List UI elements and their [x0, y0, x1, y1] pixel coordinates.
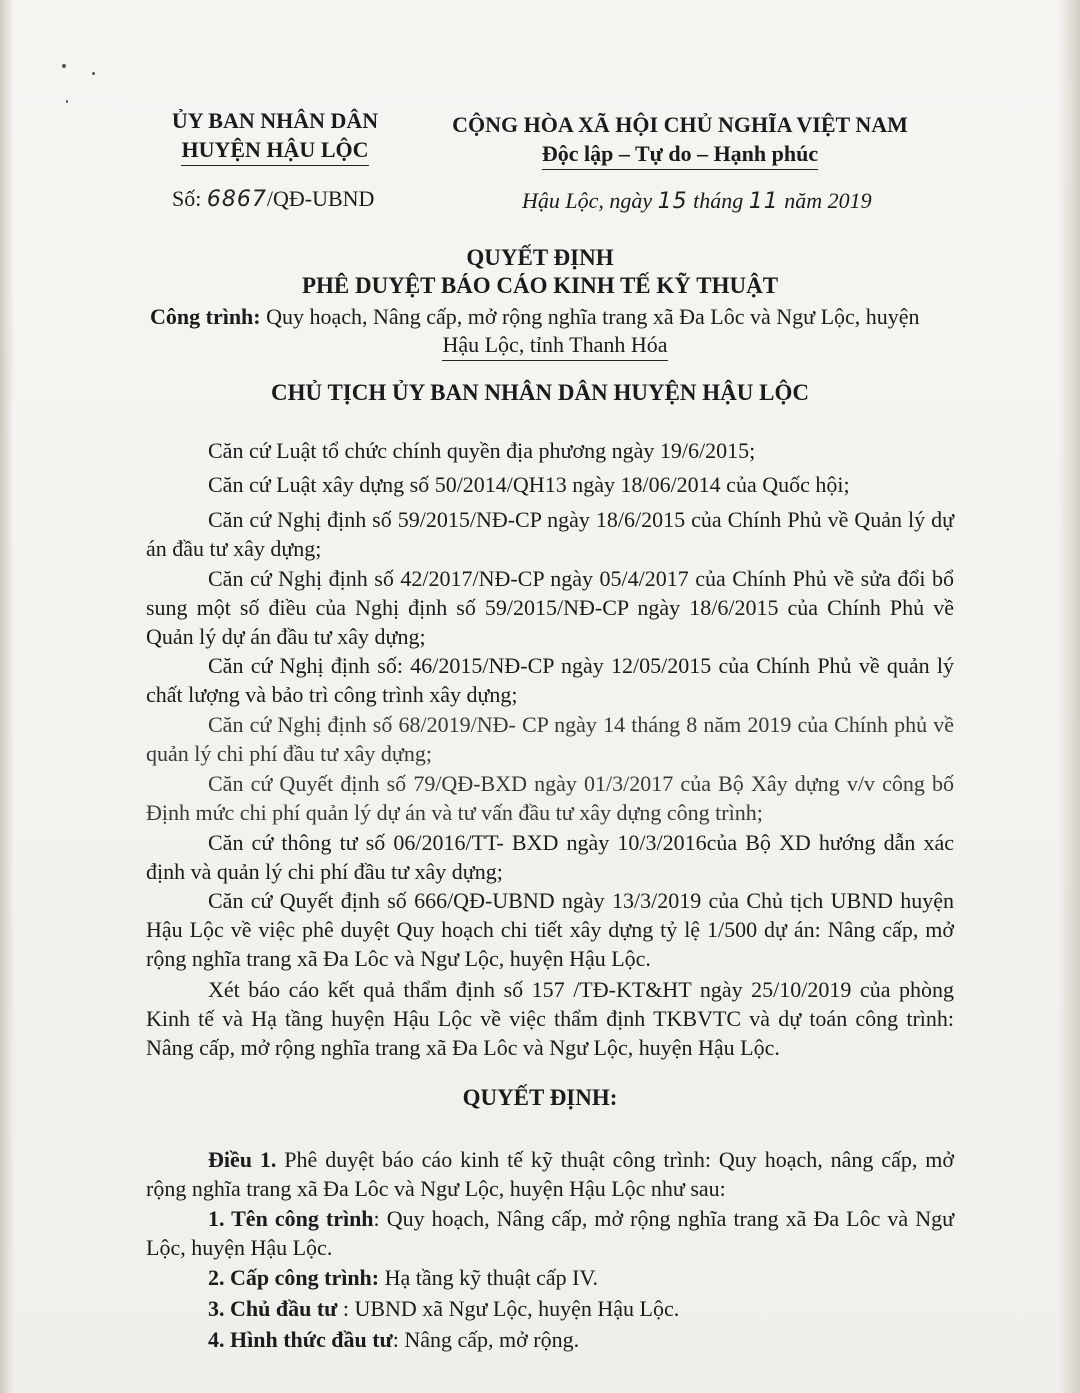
project-label: Công trình: — [150, 304, 261, 329]
ground-5: Căn cứ Nghị định số: 46/2015/NĐ-CP ngày 12/05/2015 của Chính Phủ về quản lý chất lượng và bảo trì công trình xây dựng; — [146, 653, 954, 707]
number-prefix: Số: — [172, 186, 207, 211]
ground-4: Căn cứ Nghị định số 42/2017/NĐ-CP ngày 05/4/2017 của Chính Phủ về sửa đổi bổ sung một số điều của Nghị định số 59/2015/NĐ-CP ngày 18/6/2015 của Chính Phủ về Quản lý dự án đầu tư xây dựng; — [146, 566, 954, 649]
document-date — [522, 188, 872, 214]
article-1-text: Phê duyệt báo cáo kinh tế kỹ thuật công trình: Quy hoạch, nâng cấp, mở rộng nghĩa trang xã Đa Lôc và Ngư Lộc, huyện Hậu Lộc như sau: — [146, 1147, 954, 1201]
ground-10: Xét báo cáo kết quả thẩm định số 157 /TĐ-KT&HT ngày 25/10/2019 của phòng Kinh tế và Hạ tầng huyện Hậu Lộc về việc thẩm định TKBVTC và dự toán công trình: Nâng cấp, mở rộng nghĩa trang xã Đa Lôc và Ngư Lộc, huyện Hậu Lộc. — [146, 977, 954, 1060]
item-3-label: 3. Chủ đầu tư — [208, 1296, 338, 1321]
item-3 — [146, 1294, 954, 1323]
item-3-text: : UBND xã Ngư Lộc, huyện Hậu Lộc. — [337, 1296, 680, 1321]
national-motto — [430, 110, 930, 170]
document-type: QUYẾT ĐỊNH — [466, 245, 614, 270]
number-suffix: /QĐ-UBND — [266, 186, 375, 211]
ground-7: Căn cứ Quyết định số 79/QĐ-BXD ngày 01/3/2017 của Bộ Xây dựng v/v công bố Định mức chi phí quản lý dự án và tư vấn đầu tư xây dựng công trình; — [146, 771, 954, 825]
item-4-text: : Nâng cấp, mở rộng. — [392, 1327, 580, 1352]
article-1-label: Điều 1. — [208, 1147, 277, 1172]
document-number — [172, 186, 374, 212]
ground-6: Căn cứ Nghị định số 68/2019/NĐ- CP ngày 14 tháng 8 năm 2019 của Chính phủ về quản lý chi phí đầu tư xây dựng; — [146, 712, 954, 766]
scan-speck — [66, 100, 68, 103]
ground-3: Căn cứ Nghị định số 59/2015/NĐ-CP ngày 18/6/2015 của Chính Phủ về Quản lý dự án đầu tư xây dựng; — [146, 507, 954, 561]
item-2-text: Hạ tầng kỹ thuật cấp IV. — [379, 1265, 599, 1290]
scan-edge-right — [1058, 0, 1080, 1393]
project-description — [150, 303, 960, 361]
ground-8: Căn cứ thông tư số 06/2016/TT- BXD ngày 10/3/2016của Bộ XD hướng dẫn xác định và quản lý chi phí đầu tư xây dựng; — [146, 830, 954, 884]
ground-2: Căn cứ Luật xây dựng số 50/2014/QH13 ngày 18/06/2014 của Quốc hội; — [208, 472, 850, 497]
date-month-label: tháng — [687, 188, 749, 213]
issuing-authority — [140, 106, 410, 166]
item-1-label: 1. Tên công trình — [208, 1206, 374, 1231]
scan-speck — [62, 64, 66, 68]
date-year: năm 2019 — [778, 188, 872, 213]
scan-edge-left — [0, 0, 14, 1393]
document-subject: PHÊ DUYỆT BÁO CÁO KINH TẾ KỸ THUẬT — [301, 273, 779, 298]
handwritten-month: 11 — [748, 189, 779, 214]
item-1 — [146, 1204, 954, 1262]
ground-9: Căn cứ Quyết định số 666/QĐ-UBND ngày 13/3/2019 của Chủ tịch UBND huyện Hậu Lộc về việc phê duyệt Quy hoạch chi tiết xây dựng tỷ lệ 1/500 dự án: Nâng cấp, mở rộng nghĩa trang xã Đa Lôc và Ngư Lộc, huyện Hậu Lộc. — [146, 888, 954, 971]
handwritten-day: 15 — [657, 189, 688, 214]
ground-1: Căn cứ Luật tổ chức chính quyền địa phương ngày 19/6/2015; — [208, 438, 756, 463]
item-4 — [146, 1325, 954, 1354]
date-place: Hậu Lộc, ngày — [522, 188, 658, 213]
item-4-label: 4. Hình thức đầu tư — [208, 1327, 393, 1352]
motto-line-2: Độc lập – Tự do – Hạnh phúc — [542, 139, 818, 170]
decision-heading: QUYẾT ĐỊNH: — [462, 1085, 618, 1110]
article-1 — [146, 1145, 954, 1203]
project-line-2: Hậu Lộc, tỉnh Thanh Hóa — [442, 331, 667, 361]
item-2 — [146, 1263, 954, 1292]
scan-speck — [92, 72, 95, 75]
motto-line-1: CỘNG HÒA XÃ HỘI CHỦ NGHĨA VIỆT NAM — [452, 112, 908, 137]
authority-heading: CHỦ TỊCH ỦY BAN NHÂN DÂN HUYỆN HẬU LỘC — [271, 380, 809, 405]
project-line-1: Quy hoạch, Nâng cấp, mở rộng nghĩa trang xã Đa Lôc và Ngư Lộc, huyện — [260, 304, 920, 329]
item-2-label: 2. Cấp công trình: — [208, 1265, 380, 1290]
authority-line-2: HUYỆN HẬU LỘC — [181, 135, 368, 166]
item-1-text: : Quy hoạch, Nâng cấp, mở rộng nghĩa trang xã Đa Lôc và Ngư Lộc, huyện Hậu Lộc. — [146, 1206, 954, 1260]
authority-line-1: ỦY BAN NHÂN DÂN — [171, 108, 379, 133]
handwritten-number: 6867 — [206, 187, 267, 212]
